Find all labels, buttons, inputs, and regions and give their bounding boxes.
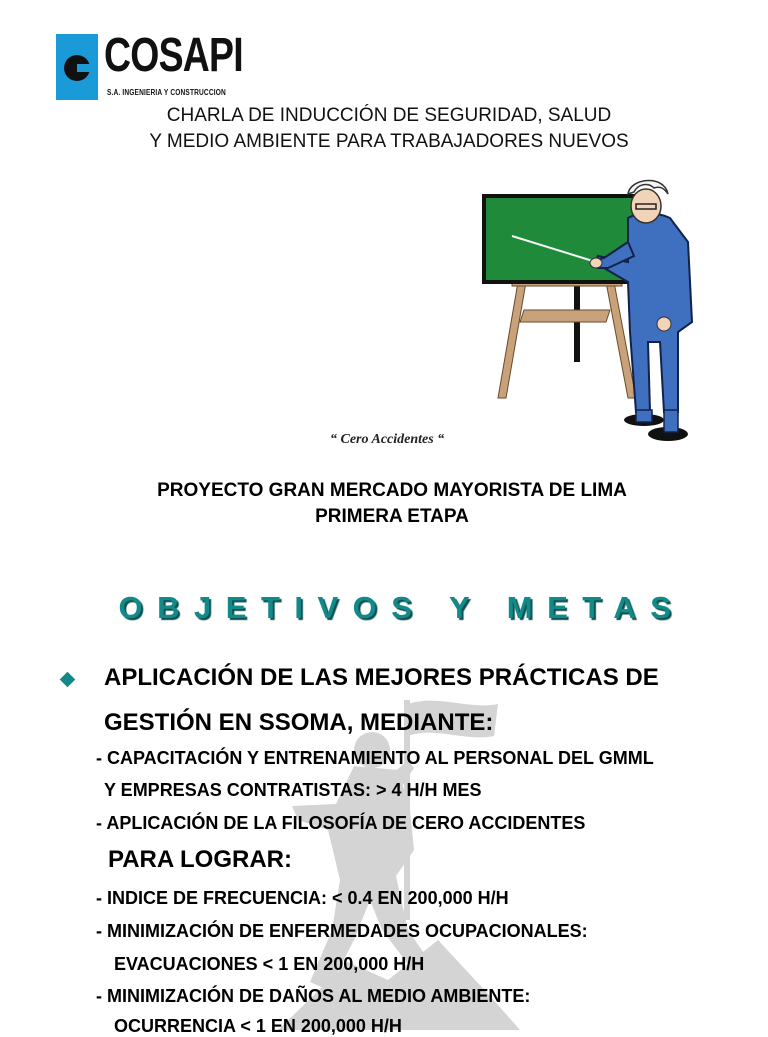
teacher-at-chalkboard-icon: [478, 172, 704, 448]
logo-wordmark: COSAPI: [104, 29, 243, 82]
goal-item-1: - INDICE DE FRECUENCIA: < 0.4 EN 200,000 H/H: [96, 888, 509, 908]
company-logo: [56, 30, 246, 102]
para-lograr-heading: PARA LOGRAR:: [108, 846, 292, 873]
sub-item-1-line-1: - CAPACITACIÓN Y ENTRENAMIENTO AL PERSONAL DEL GMML: [96, 748, 654, 768]
project-title-line-2: PRIMERA ETAPA: [315, 506, 469, 527]
project-title-line-1: PROYECTO GRAN MERCADO MAYORISTA DE LIMA: [157, 480, 627, 501]
sub-item-2: - APLICACIÓN DE LA FILOSOFÍA DE CERO ACCIDENTES: [96, 813, 586, 833]
goal-item-3-line-1: - MINIMIZACIÓN DE DAÑOS AL MEDIO AMBIENTE:: [96, 986, 531, 1006]
section-heading: OBJETIVOS Y METAS: [118, 590, 686, 625]
goal-item-2-line-1: - MINIMIZACIÓN DE ENFERMEDADES OCUPACIONALES:: [96, 921, 588, 941]
bullet-1-line-1: APLICACIÓN DE LAS MEJORES PRÁCTICAS DE: [104, 664, 659, 691]
logo-subtitle: S.A. INGENIERIA Y CONSTRUCCION: [107, 88, 226, 97]
sub-item-1-line-2: Y EMPRESAS CONTRATISTAS: > 4 H/H MES: [104, 780, 482, 800]
logo-mark-icon: [56, 34, 98, 100]
header-title-line-2: Y MEDIO AMBIENTE PARA TRABAJADORES NUEVOS: [149, 131, 629, 152]
goal-item-2-line-2: EVACUACIONES < 1 EN 200,000 H/H: [114, 954, 425, 974]
bullet-1-line-2: GESTIÓN EN SSOMA, MEDIANTE:: [104, 709, 494, 736]
header-title-line-1: CHARLA DE INDUCCIÓN DE SEGURIDAD, SALUD: [166, 105, 612, 126]
goal-item-3-line-2: OCURRENCIA < 1 EN 200,000 H/H: [114, 1016, 402, 1036]
bullet-diamond-icon: [60, 672, 76, 688]
motto-text: “ Cero Accidentes “: [330, 432, 445, 447]
